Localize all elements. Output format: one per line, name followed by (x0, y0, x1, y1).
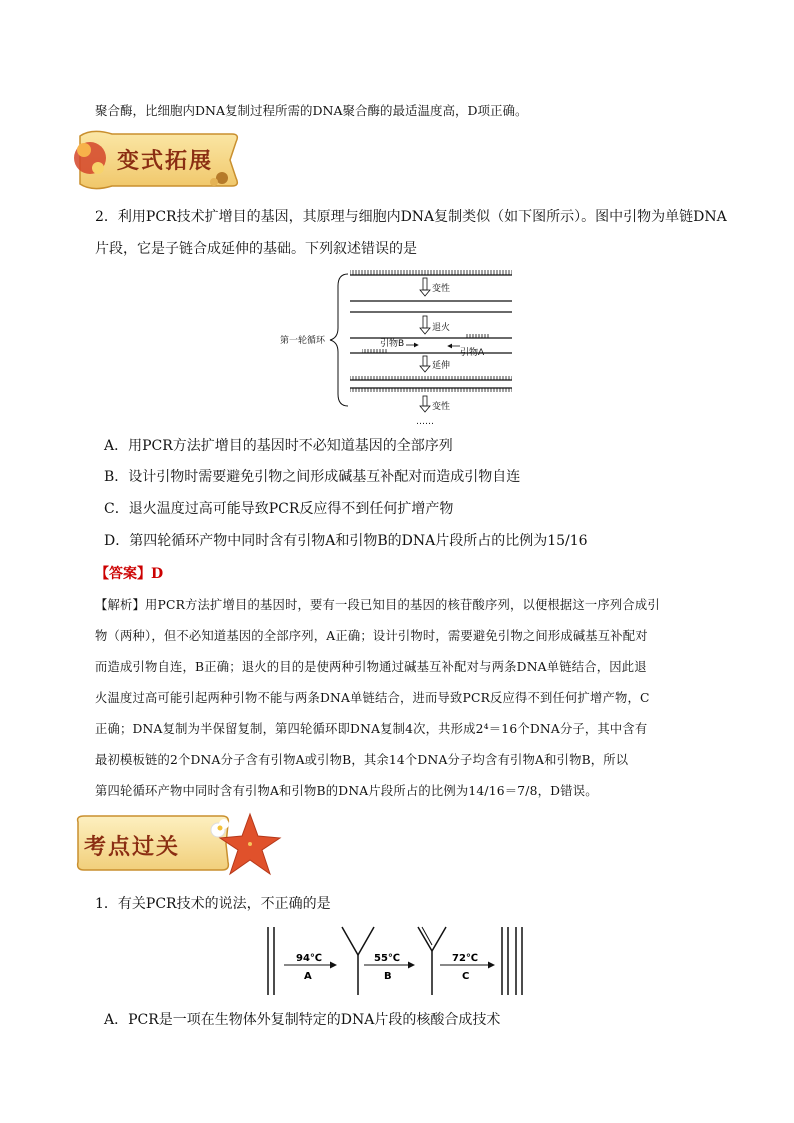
q2-analysis (95, 597, 715, 814)
q1-stem: 1．有关PCR技术的说法，不正确的是 (95, 896, 331, 912)
temp-b: 55℃ (374, 953, 401, 964)
pcr-cycle-diagram (280, 266, 520, 428)
banner-title: 变式拓展 (117, 148, 214, 174)
continued-analysis-line: 聚合酶，比细胞内DNA复制过程所需的DNA聚合酶的最适温度高，D项正确。 (95, 103, 528, 118)
continuation-dots: …… (416, 417, 434, 427)
analysis-line-1: 【解析】用PCR方法扩增目的基因时，要有一段已知目的基因的核苷酸序列，以便根据这一序列合成引 (95, 598, 660, 612)
analysis-line-7: 第四轮循环产物中同时含有引物A和引物B的DNA片段所占的比例为14/16＝7/8，D错误。 (95, 784, 598, 798)
step-anneal-label: 退火 (432, 323, 451, 333)
analysis-line-2: 物（两种），但不必知道基因的全部序列，A正确；设计引物时，需要避免引物之间形成碱基互补配对 (95, 629, 648, 643)
pcr-temperature-diagram (262, 925, 532, 997)
q2-option-d: D．第四轮循环产物中同时含有引物A和引物B的DNA片段所占的比例为15/16 (104, 533, 588, 549)
step-a-label: A (304, 971, 312, 982)
analysis-line-4: 火温度过高可能引起两种引物不能与两条DNA单链结合，进而导致PCR反应得不到任何扩增产物，C (95, 691, 650, 705)
section-banner-variation (72, 128, 242, 192)
primer-b-label: 引物B (380, 339, 405, 349)
q2-option-c: C．退火温度过高可能导致PCR反应得不到任何扩增产物 (104, 501, 454, 517)
analysis-line-3: 而造成引物自连，B正确；退火的目的是使两种引物通过碱基互补配对与两条DNA单链结合，因此退 (95, 660, 647, 674)
step-b-label: B (384, 971, 392, 982)
cycle-label: 第一轮循环 (280, 336, 326, 346)
temp-c: 72℃ (452, 953, 479, 964)
step-extend-label: 延伸 (432, 361, 451, 371)
q2-stem-line2: 片段，它是子链合成延伸的基础。下列叙述错误的是 (95, 241, 417, 257)
answer-label: 【答案】 (95, 566, 151, 582)
primer-a-label: 引物A (460, 348, 485, 358)
answer-value: D (151, 566, 164, 582)
temp-a: 94℃ (296, 953, 323, 964)
q2-option-b: B．设计引物时需要避免引物之间形成碱基互补配对而造成引物自连 (104, 469, 521, 485)
q1-option-a: A．PCR是一项在生物体外复制特定的DNA片段的核酸合成技术 (104, 1012, 501, 1028)
analysis-line-6: 最初模板链的2个DNA分子含有引物A或引物B，其余14个DNA分子均含有引物A和引物B，所以 (95, 753, 629, 767)
step-denature2-label: 变性 (432, 402, 451, 412)
step-c-label: C (462, 971, 470, 982)
q2-answer (95, 563, 163, 583)
q2-stem-line1: 2．利用PCR技术扩增目的基因，其原理与细胞内DNA复制类似（如下图所示）。图中引物为单链DNA (95, 209, 727, 225)
q2-option-a: A．用PCR方法扩增目的基因时不必知道基因的全部序列 (104, 438, 453, 454)
banner-title: 考点过关 (84, 834, 181, 860)
analysis-line-5: 正确；DNA复制为半保留复制，第四轮循环即DNA复制4次，共形成2⁴＝16个DNA分子，其中含有 (95, 722, 648, 736)
step-denature-label: 变性 (432, 284, 451, 294)
section-banner-checkpoint (72, 808, 282, 878)
